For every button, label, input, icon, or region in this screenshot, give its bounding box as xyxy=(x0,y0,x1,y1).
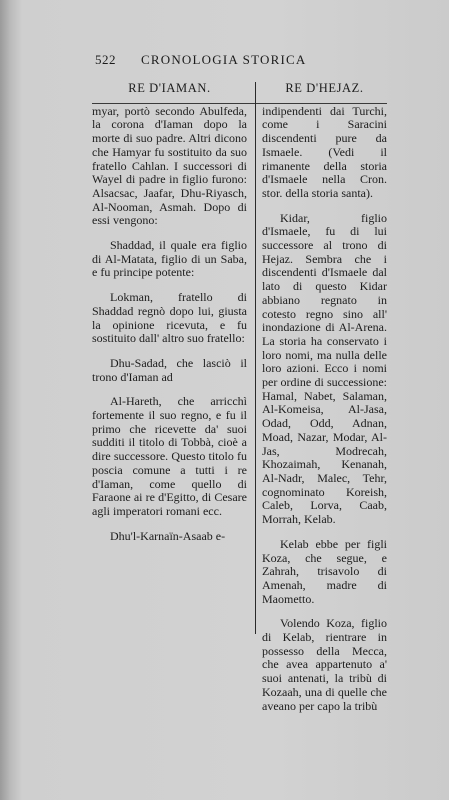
paragraph: Shaddad, il quale era figlio di Al-Matata, figlio di un Saba, e fu principe potente: xyxy=(92,238,247,280)
paragraph: Volendo Koza, figlio di Kelab, rientrare in possesso della Mecca, che avea appartenuto a' suoi antenati, la tribù di Kozaah, una di quelle che aveano per capo la tribù xyxy=(262,616,387,713)
paragraph: myar, portò secondo Abulfeda, la corona d'Iaman dopo la morte di suo padre. Altri dicono che Hamyar fu sostituito da suo fratello Cahlan. I successori di Wayel di padre in figlio furono: Alsacsac, Jaafar, Dhu-Riyasch, Al-Nooman, Asmah. Dopo di essi vengono: xyxy=(92,103,247,228)
paragraph: Al-Hareth, che arricchì fortemente il suo regno, e fu il primo che ricevette da' suoi sudditi il titolo di Tobbà, cioè a dire successore. Questo titolo fu poscia comune a tutti i re d'Iaman, come quello di Faraone ai re d'Egitto, di Cesare agli imperatori romani ecc. xyxy=(92,394,247,518)
left-column-heading: RE D'IAMAN. xyxy=(128,81,211,95)
right-column xyxy=(262,82,387,724)
paragraph: Dhu'l-Karnaïn-Asaab e- xyxy=(110,528,226,543)
paragraph: Lokman, fratello di Shaddad regnò dopo lui, giusta la opinione ricevuta, e fu sostituito dall' altro suo fratello: xyxy=(92,290,247,346)
column-divider xyxy=(255,82,256,634)
paragraph: Dhu-Sadad, che lasciò il trono d'Iaman ad xyxy=(92,355,247,384)
paragraph: indipendenti dai Turchi, come i Saracini discendenti pure da Ismaele. (Vedi il rimanente della storia d'Ismaele nella Cron. stor. della storia santa). xyxy=(262,103,387,200)
paragraph: Kidar, figlio d'Ismaele, fu di lui successore al trono di Hejaz. Sembra che i discendenti d'Ismaele dal lato di questo Kidar abbiano regnato in cotesto regno sino all' inondazione di Al-Arena. La storia ha conservato i loro nomi, ma nulla delle loro azioni. Ecco i nomi per ordine di successione: Hamal, Nabet, Salaman, Al-Komeisa, Al-Jasa, Odad, Odd, Adnan, Moad, Nazar, Modar, Al-Jas, Modrecah, Khozaimah, Kenanah, Al-Nadr, Malec, Tehr, cognominato Koreish, Caleb, Lorva, Caab, Morrah, Kelab. xyxy=(262,210,387,527)
running-title: CRONOLOGIA STORICA xyxy=(141,52,307,67)
right-column-heading: RE D'HEJAZ. xyxy=(285,81,364,95)
left-column xyxy=(92,82,247,554)
paragraph: Kelab ebbe per figli Koza, che segue, e Zahrah, trisavolo di Amenah, madre di Maometto. xyxy=(262,536,387,606)
page-number: 522 xyxy=(95,52,116,67)
